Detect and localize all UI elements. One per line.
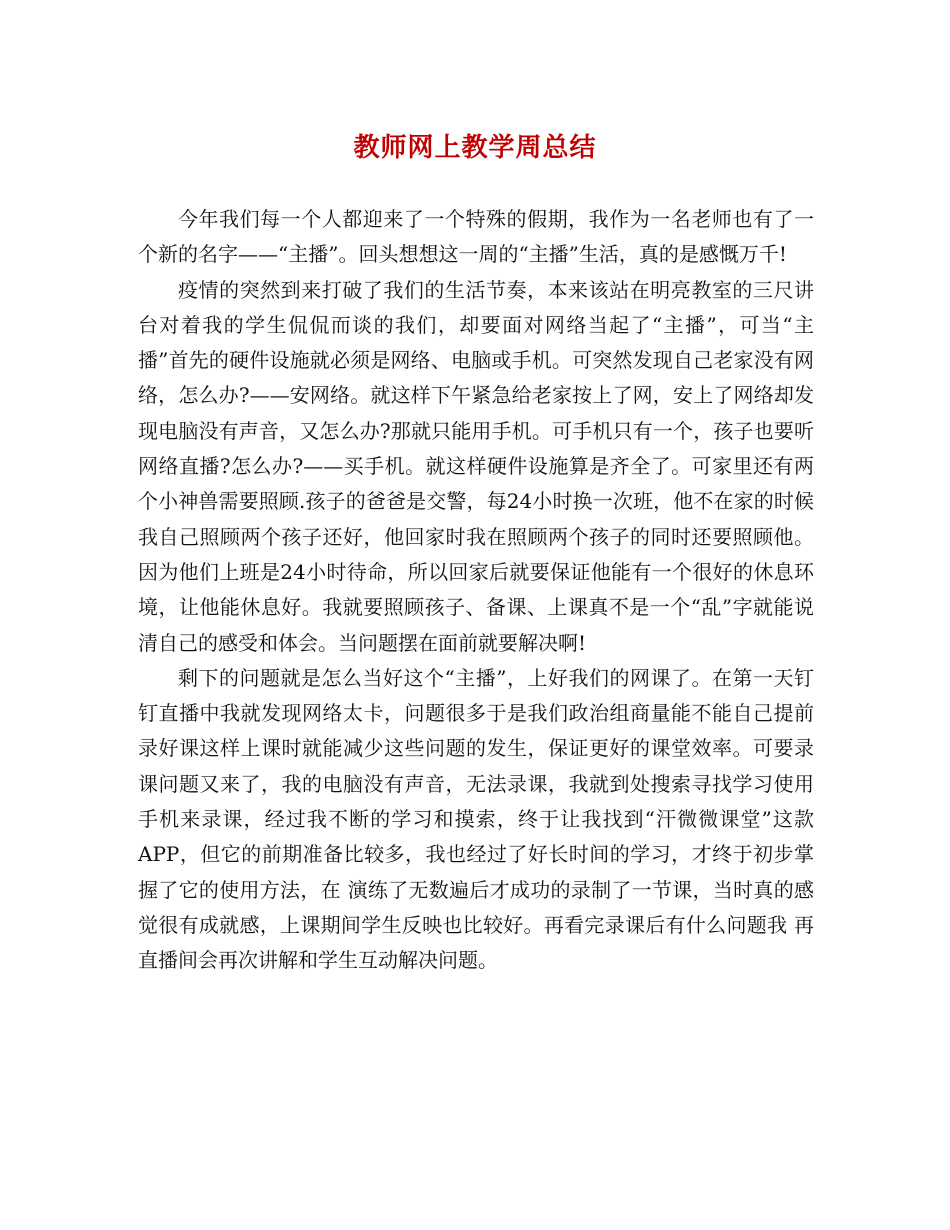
document-title: 教师网上教学周总结 [353, 133, 597, 163]
paragraph-3: 剩下的问题就是怎么当好这个“主播”，上好我们的网课了。在第一天钉钉直播中我就发现网络太卡，问题很多于是我们政治组商量能不能自己提前录好课这样上课时就能减少这些问题的发生，保证更好的课堂效率。可要录课问题又来了，我的电脑没有声音，无法录课，我就到处搜索寻找学习使用手机来录课，经过我不断的学习和摸索，终于让我找到“汗微微课堂”这款APP，但它的前期准备比较多，我也经过了好长时间的学习，才终于初步掌握了它的使用方法，在 演练了无数遍后才成功的录制了一节课，当时真的感觉很有成就感，上课期间学生反映也比较好。再看完录课后有什么问题我 再直播间会再次讲解和学生互动解决问题。 [138, 665, 814, 973]
paragraph-1: 今年我们每一个人都迎来了一个特殊的假期，我作为一名老师也有了一个新的名字——“主播”。回头想想这一周的“主播”生活，真的是感慨万千! [138, 207, 814, 267]
paragraph-2: 疫情的突然到来打破了我们的生活节奏，本来该站在明亮教室的三尺讲台对着我的学生侃侃而谈的我们，却要面对网络当起了“主播”，可当“主播”首先的硬件设施就必须是网络、电脑或手机。可突然发现自己老家没有网络，怎么办?——安网络。就这样下午紧急给老家按上了网，安上了网络却发现电脑没有声音，又怎么办?那就只能用手机。可手机只有一个，孩子也要听网络直播?怎么办?——买手机。就这样硬件设施算是齐全了。可家里还有两个小神兽需要照顾.孩子的爸爸是交警，每24小时换一次班，他不在家的时候我自己照顾两个孩子还好，他回家时我在照顾两个孩子的同时还要照顾他。因为他们上班是24小时待命，所以回家后就要保证他能有一个很好的休息环境，让他能休息好。我就要照顾孩子、备课、上课真不是一个“乱”字就能说清自己的感受和体会。当问题摆在面前就要解决啊! [138, 277, 814, 655]
document-body [138, 202, 814, 979]
